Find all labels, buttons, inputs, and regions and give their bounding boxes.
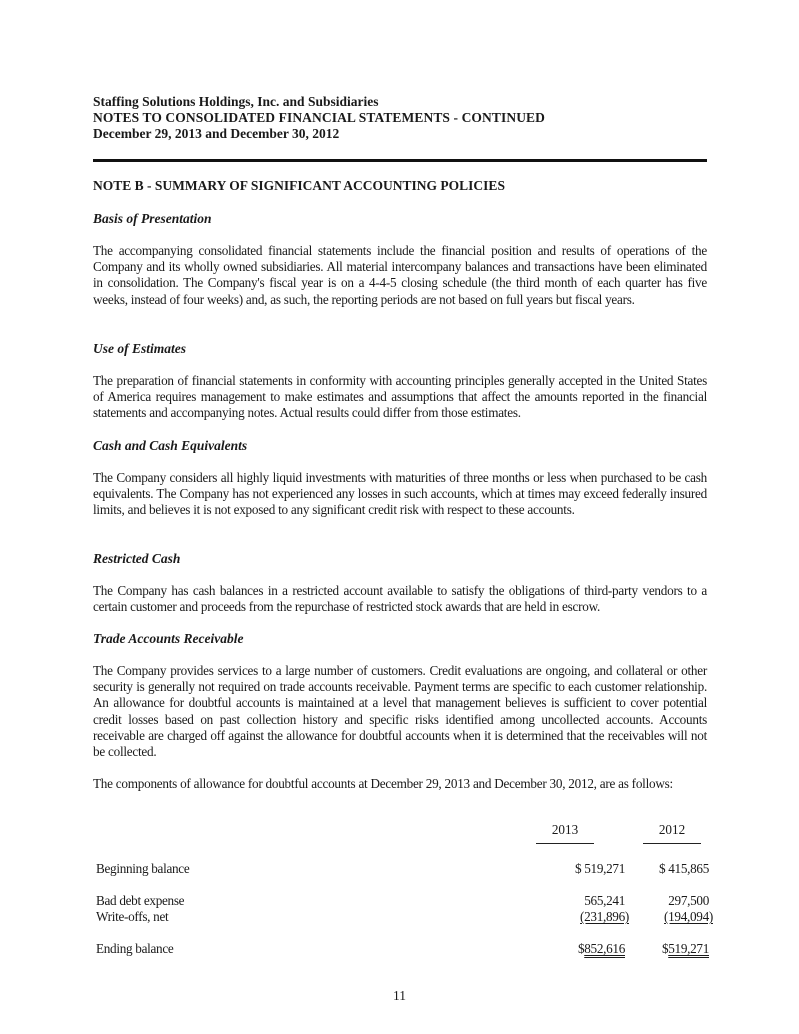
section-use-of-estimates [93,341,707,422]
section-heading: Use of Estimates [93,341,186,356]
table-row [93,861,707,877]
section-heading: Basis of Presentation [93,211,212,226]
section-paragraph: The components of allowance for doubtful accounts at December 29, 2013 and December 30, 2012, are as follows: [93,776,673,792]
section-paragraph: The accompanying consolidated financial statements include the financial position and results of operations of the Company and its wholly owned subsidiaries. All material intercompany balances and transactions have been eliminated in consolidation. The Company's fiscal year is on a 4-4-5 closing schedule (the third month of each quarter has five weeks, instead of four weeks) and, as such, the reporting periods are not based on full years but fiscal years. [93,243,707,307]
section-restricted-cash [93,551,707,615]
header-divider [93,159,707,162]
section-paragraph: The Company considers all highly liquid investments with maturities of three months or less when purchased to be cash equivalents. The Company has not experienced any losses in such accounts, which at times may exceed federally insured limits, and believes it is not exposed to any significant credit risk with respect to these accounts. [93,470,707,518]
section-paragraph: The Company provides services to a large number of customers. Credit evaluations are ongoing, and collateral or other security is generally not required on trade accounts receivable. Payment terms are specific to each customer relationship. An allowance for doubtful accounts is maintained at a level that management believes is sufficient to cover potential credit losses based on past collection history and specific risks identified among uncollected accounts. Accounts receivable are charged off against the allowance for doubtful accounts when it is determined that the receivables will not be collected. [93,663,707,760]
section-paragraph: The preparation of financial statements in conformity with accounting principles generally accepted in the United States of America requires management to make estimates and assumptions that affect the amounts reported in the financial statements and accompanying notes. Actual results could differ from those estimates. [93,373,707,421]
table-row [93,909,713,925]
section-heading: Trade Accounts Receivable [93,631,244,646]
currency-symbol: $ [661,941,669,956]
value-2012: 519,271 [668,941,709,956]
section-cash-equivalents [93,438,707,519]
table-row [93,893,707,909]
column-header-2013: 2013 [536,822,594,844]
document-header [93,94,707,142]
row-label: Ending balance [96,941,174,956]
currency-symbol: $ [577,941,585,956]
section-paragraph: The Company has cash balances in a restricted account available to satisfy the obligations of third-party vendors to a certain customer and proceeds from the repurchase of restricted stock awards that are held in escrow. [93,583,707,615]
page-number: 11 [393,988,406,1003]
note-title: NOTE B - SUMMARY OF SIGNIFICANT ACCOUNTING POLICIES [93,178,505,193]
value-2012: 297,500 [668,893,709,908]
value-2012: (194,094) [664,909,713,924]
statement-title: NOTES TO CONSOLIDATED FINANCIAL STATEMENTS - CONTINUED [93,110,545,125]
section-heading: Cash and Cash Equivalents [93,438,248,453]
row-label: Write-offs, net [96,909,169,924]
section-trade-accounts-receivable [93,631,707,792]
value-2013: 852,616 [584,941,625,956]
section-heading: Restricted Cash [93,551,181,566]
row-label: Beginning balance [96,861,190,876]
column-header-2012: 2012 [643,822,701,844]
value-2013: $ 519,271 [574,861,625,876]
row-label: Bad debt expense [96,893,185,908]
value-2012: $ 415,865 [658,861,709,876]
section-basis-of-presentation [93,211,707,308]
table-row [93,941,707,957]
value-2013: 565,241 [584,893,625,908]
statement-dates: December 29, 2013 and December 30, 2012 [93,126,340,141]
value-2013: (231,896) [580,909,629,924]
company-name: Staffing Solutions Holdings, Inc. and Subsidiaries [93,94,379,109]
